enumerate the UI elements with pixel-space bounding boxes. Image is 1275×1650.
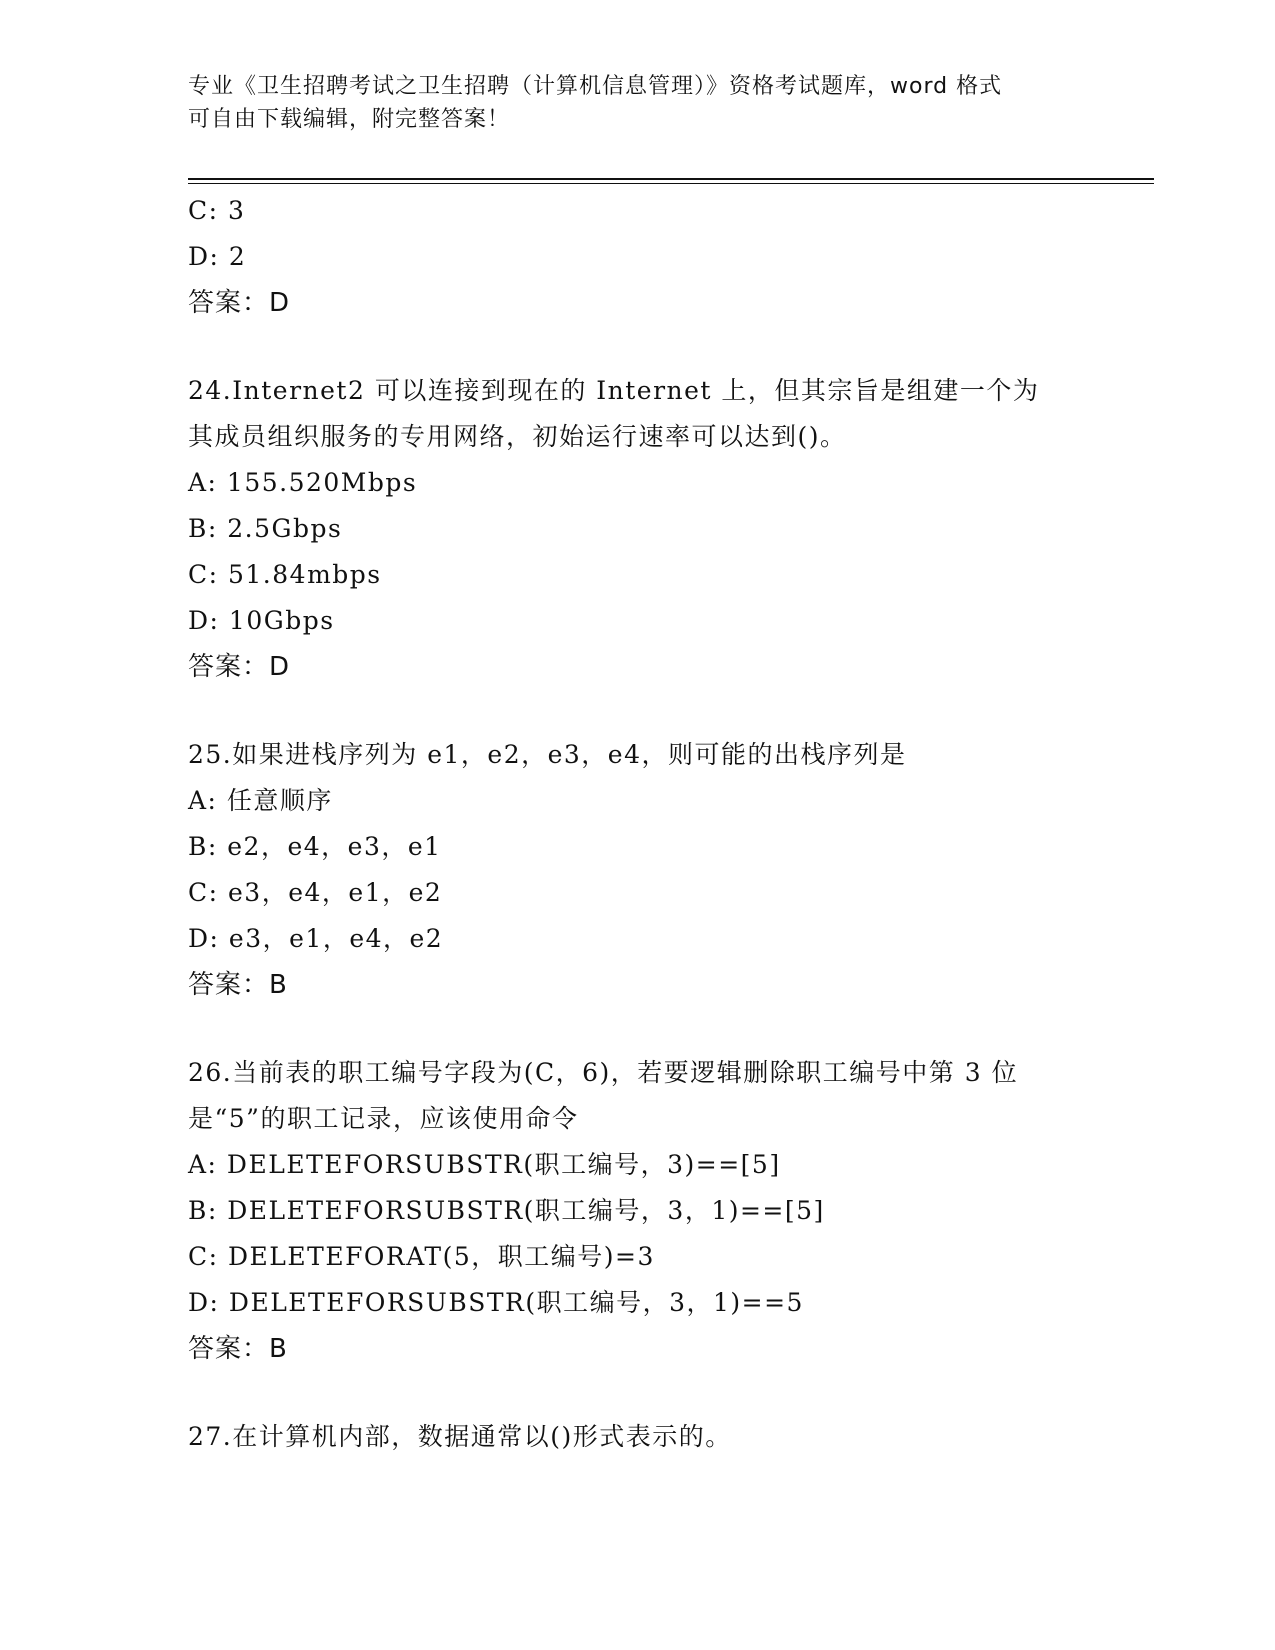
answer-line: 答案：D xyxy=(188,652,291,682)
option-b: B: 2.5Gbps xyxy=(188,514,343,543)
question-23-continuation xyxy=(188,188,1088,326)
option-d: D: 10Gbps xyxy=(188,606,335,635)
option-b: B: DELETEFORSUBSTR(职工编号，3，1)==[5] xyxy=(188,1196,825,1225)
question-text-line: 其成员组织服务的专用网络，初始运行速率可以达到()。 xyxy=(188,422,847,451)
header-title-line-1: 专业《卫生招聘考试之卫生招聘（计算机信息管理）》资格考试题库，word 格式 xyxy=(188,74,1003,99)
header-divider-thick xyxy=(188,178,1154,180)
option-a: A: 任意顺序 xyxy=(188,786,333,815)
question-25 xyxy=(188,732,1088,1008)
option-c: C: DELETEFORAT(5，职工编号)=3 xyxy=(188,1242,655,1271)
option-d: D: e3，e1，e4，e2 xyxy=(188,924,444,953)
option-c: C: e3，e4，e1，e2 xyxy=(188,878,443,907)
question-text-line: 是“5”的职工记录，应该使用命令 xyxy=(188,1104,579,1133)
option-b: B: e2，e4，e3，e1 xyxy=(188,832,442,861)
question-text-line: 24.Internet2 可以连接到现在的 Internet 上，但其宗旨是组建一个为 xyxy=(188,376,1040,405)
question-text-line: 26.当前表的职工编号字段为(C，6)，若要逻辑删除职工编号中第 3 位 xyxy=(188,1058,1019,1087)
option-d: D: DELETEFORSUBSTR(职工编号，3，1)==5 xyxy=(188,1288,804,1317)
question-24 xyxy=(188,368,1088,690)
question-text-line: 25.如果进栈序列为 e1，e2，e3，e4，则可能的出栈序列是 xyxy=(188,740,907,769)
answer-line: 答案：B xyxy=(188,1334,288,1364)
option-c: C: 3 xyxy=(188,196,246,225)
question-text-line: 27.在计算机内部，数据通常以()形式表示的。 xyxy=(188,1422,732,1451)
header-divider-thin xyxy=(188,183,1154,184)
question-list xyxy=(188,188,1088,1460)
option-c: C: 51.84mbps xyxy=(188,560,382,589)
option-a: A: 155.520Mbps xyxy=(188,468,418,497)
document-header xyxy=(188,70,1088,136)
answer-line: 答案：B xyxy=(188,970,288,1000)
question-26 xyxy=(188,1050,1088,1372)
option-a: A: DELETEFORSUBSTR(职工编号，3)==[5] xyxy=(188,1150,781,1179)
header-title-line-2: 可自由下载编辑，附完整答案！ xyxy=(188,107,511,132)
answer-line: 答案：D xyxy=(188,288,291,318)
question-27 xyxy=(188,1414,1088,1460)
option-d: D: 2 xyxy=(188,242,247,271)
